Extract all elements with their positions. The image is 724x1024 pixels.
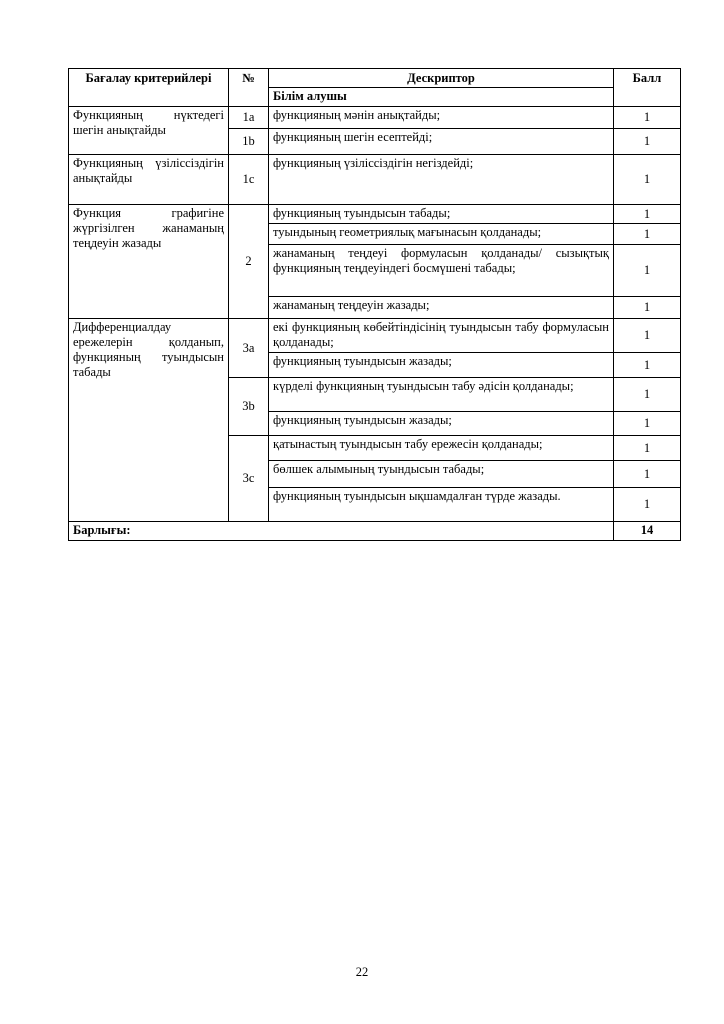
number-cell: 3a xyxy=(229,319,269,378)
table-row xyxy=(69,107,681,129)
page-number: 22 xyxy=(355,965,369,979)
descriptor-cell: функцияның мәнін анықтайды; xyxy=(269,107,614,129)
points-cell: 1 xyxy=(614,353,681,378)
number-cell: 2 xyxy=(229,205,269,319)
total-label: Барлығы: xyxy=(69,522,614,541)
descriptor-cell: жанаманың теңдеуі формуласын қолданады/ сызықтық функцияның теңдеуіндегі босмүшені табады; xyxy=(269,245,614,297)
descriptor-cell: жанаманың теңдеуін жазады; xyxy=(269,297,614,319)
points-cell: 1 xyxy=(614,245,681,297)
total-value: 14 xyxy=(614,522,681,541)
points-cell: 1 xyxy=(614,488,681,522)
number-cell: 3c xyxy=(229,436,269,522)
points-cell: 1 xyxy=(614,205,681,224)
criterion-cell: Функция графигіне жүргізілген жанаманың теңдеуін жазады xyxy=(69,205,229,319)
number-cell: 3b xyxy=(229,378,269,436)
header-number: № xyxy=(229,69,269,107)
descriptor-cell: функцияның шегін есептейді; xyxy=(269,129,614,155)
points-cell: 1 xyxy=(614,461,681,488)
descriptor-cell: функцияның туындысын табады; xyxy=(269,205,614,224)
points-cell: 1 xyxy=(614,436,681,461)
rubric-table xyxy=(68,68,681,541)
points-cell: 1 xyxy=(614,224,681,245)
learner-label: Білім алушы xyxy=(269,88,614,107)
points-cell: 1 xyxy=(614,378,681,412)
points-cell: 1 xyxy=(614,412,681,436)
total-row xyxy=(69,522,681,541)
table-row xyxy=(69,319,681,353)
descriptor-cell: қатынастың туындысын табу ережесін қолданады; xyxy=(269,436,614,461)
header-descriptor: Дескриптор xyxy=(269,69,614,88)
criterion-cell: Функцияның үзіліссіздігін анықтайды xyxy=(69,155,229,205)
criterion-cell: Функцияның нүктедегі шегін анықтайды xyxy=(69,107,229,155)
points-cell: 1 xyxy=(614,129,681,155)
descriptor-cell: туындының геометриялық мағынасын қолданады; xyxy=(269,224,614,245)
descriptor-cell: күрделі функцияның туындысын табу әдісін қолданады; xyxy=(269,378,614,412)
number-cell: 1b xyxy=(229,129,269,155)
table-row xyxy=(69,155,681,205)
points-cell: 1 xyxy=(614,107,681,129)
points-cell: 1 xyxy=(614,319,681,353)
descriptor-cell: функцияның туындысын ықшамдалған түрде жазады. xyxy=(269,488,614,522)
points-cell: 1 xyxy=(614,297,681,319)
header-points: Балл xyxy=(614,69,681,107)
header-row xyxy=(69,69,681,88)
points-cell: 1 xyxy=(614,155,681,205)
descriptor-cell: екі функцияның көбейтіндісінің туындысын табу формуласын қолданады; xyxy=(269,319,614,353)
criterion-cell: Дифференциалдау ережелерін қолданып, функцияның туындысын табады xyxy=(69,319,229,522)
descriptor-cell: функцияның туындысын жазады; xyxy=(269,412,614,436)
header-criteria: Бағалау критерийлері xyxy=(69,69,229,107)
number-cell: 1a xyxy=(229,107,269,129)
descriptor-cell: функцияның үзіліссіздігін негіздейді; xyxy=(269,155,614,205)
table-row xyxy=(69,205,681,224)
number-cell: 1c xyxy=(229,155,269,205)
descriptor-cell: бөлшек алымының туындысын табады; xyxy=(269,461,614,488)
descriptor-cell: функцияның туындысын жазады; xyxy=(269,353,614,378)
